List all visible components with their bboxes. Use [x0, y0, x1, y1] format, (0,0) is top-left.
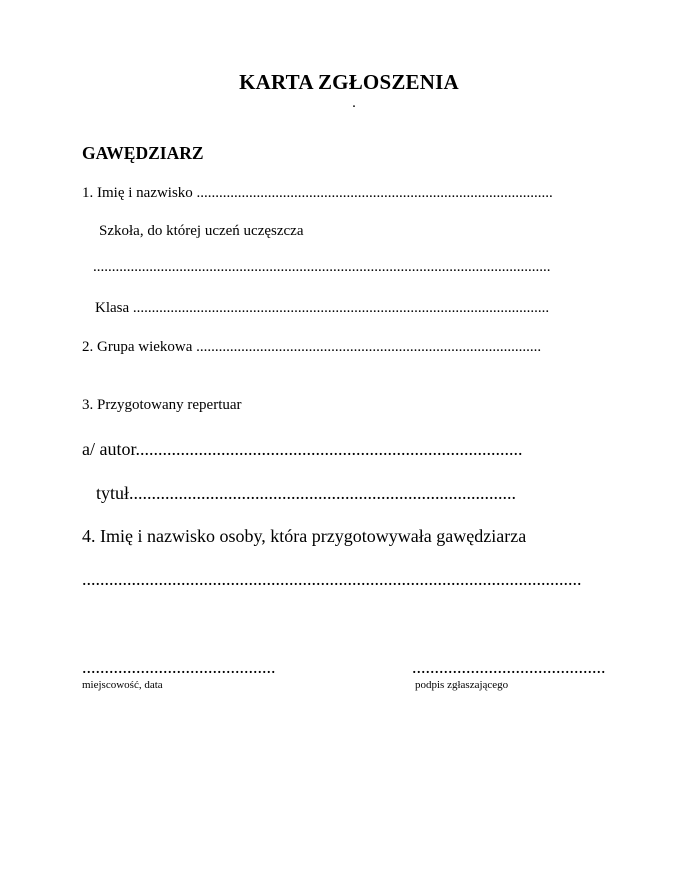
preparer-line: ............................................................................................................... [82, 569, 582, 589]
place-date-caption: miejscowość, data [82, 679, 163, 691]
name-field: 1. Imię i nazwisko ............................................................................................... [82, 185, 553, 201]
title-field: tytuł...................................................................................... [96, 483, 517, 503]
title-mark: . [352, 95, 356, 111]
preparer-heading: 4. Imię i nazwisko osoby, która przygotowywała gawędziarza [82, 526, 527, 546]
page-title: KARTA ZGŁOSZENIA [239, 70, 459, 94]
place-date-line: ........................................... [82, 657, 276, 677]
signature-line: ........................................... [412, 657, 606, 677]
school-line: .......................................................................................................................... [93, 259, 551, 275]
age-group-field: 2. Grupa wiekowa ............................................................................................ [82, 339, 542, 355]
signature-caption: podpis zgłaszającego [415, 679, 509, 691]
repertoire-heading: 3. Przygotowany repertuar [82, 397, 242, 413]
school-label: Szkoła, do której uczeń uczęszcza [99, 223, 304, 239]
class-field: Klasa ............................................................................................................... [95, 300, 550, 316]
author-field: a/ autor...................................................................................... [82, 439, 523, 459]
section-heading: GAWĘDZIARZ [82, 143, 204, 163]
